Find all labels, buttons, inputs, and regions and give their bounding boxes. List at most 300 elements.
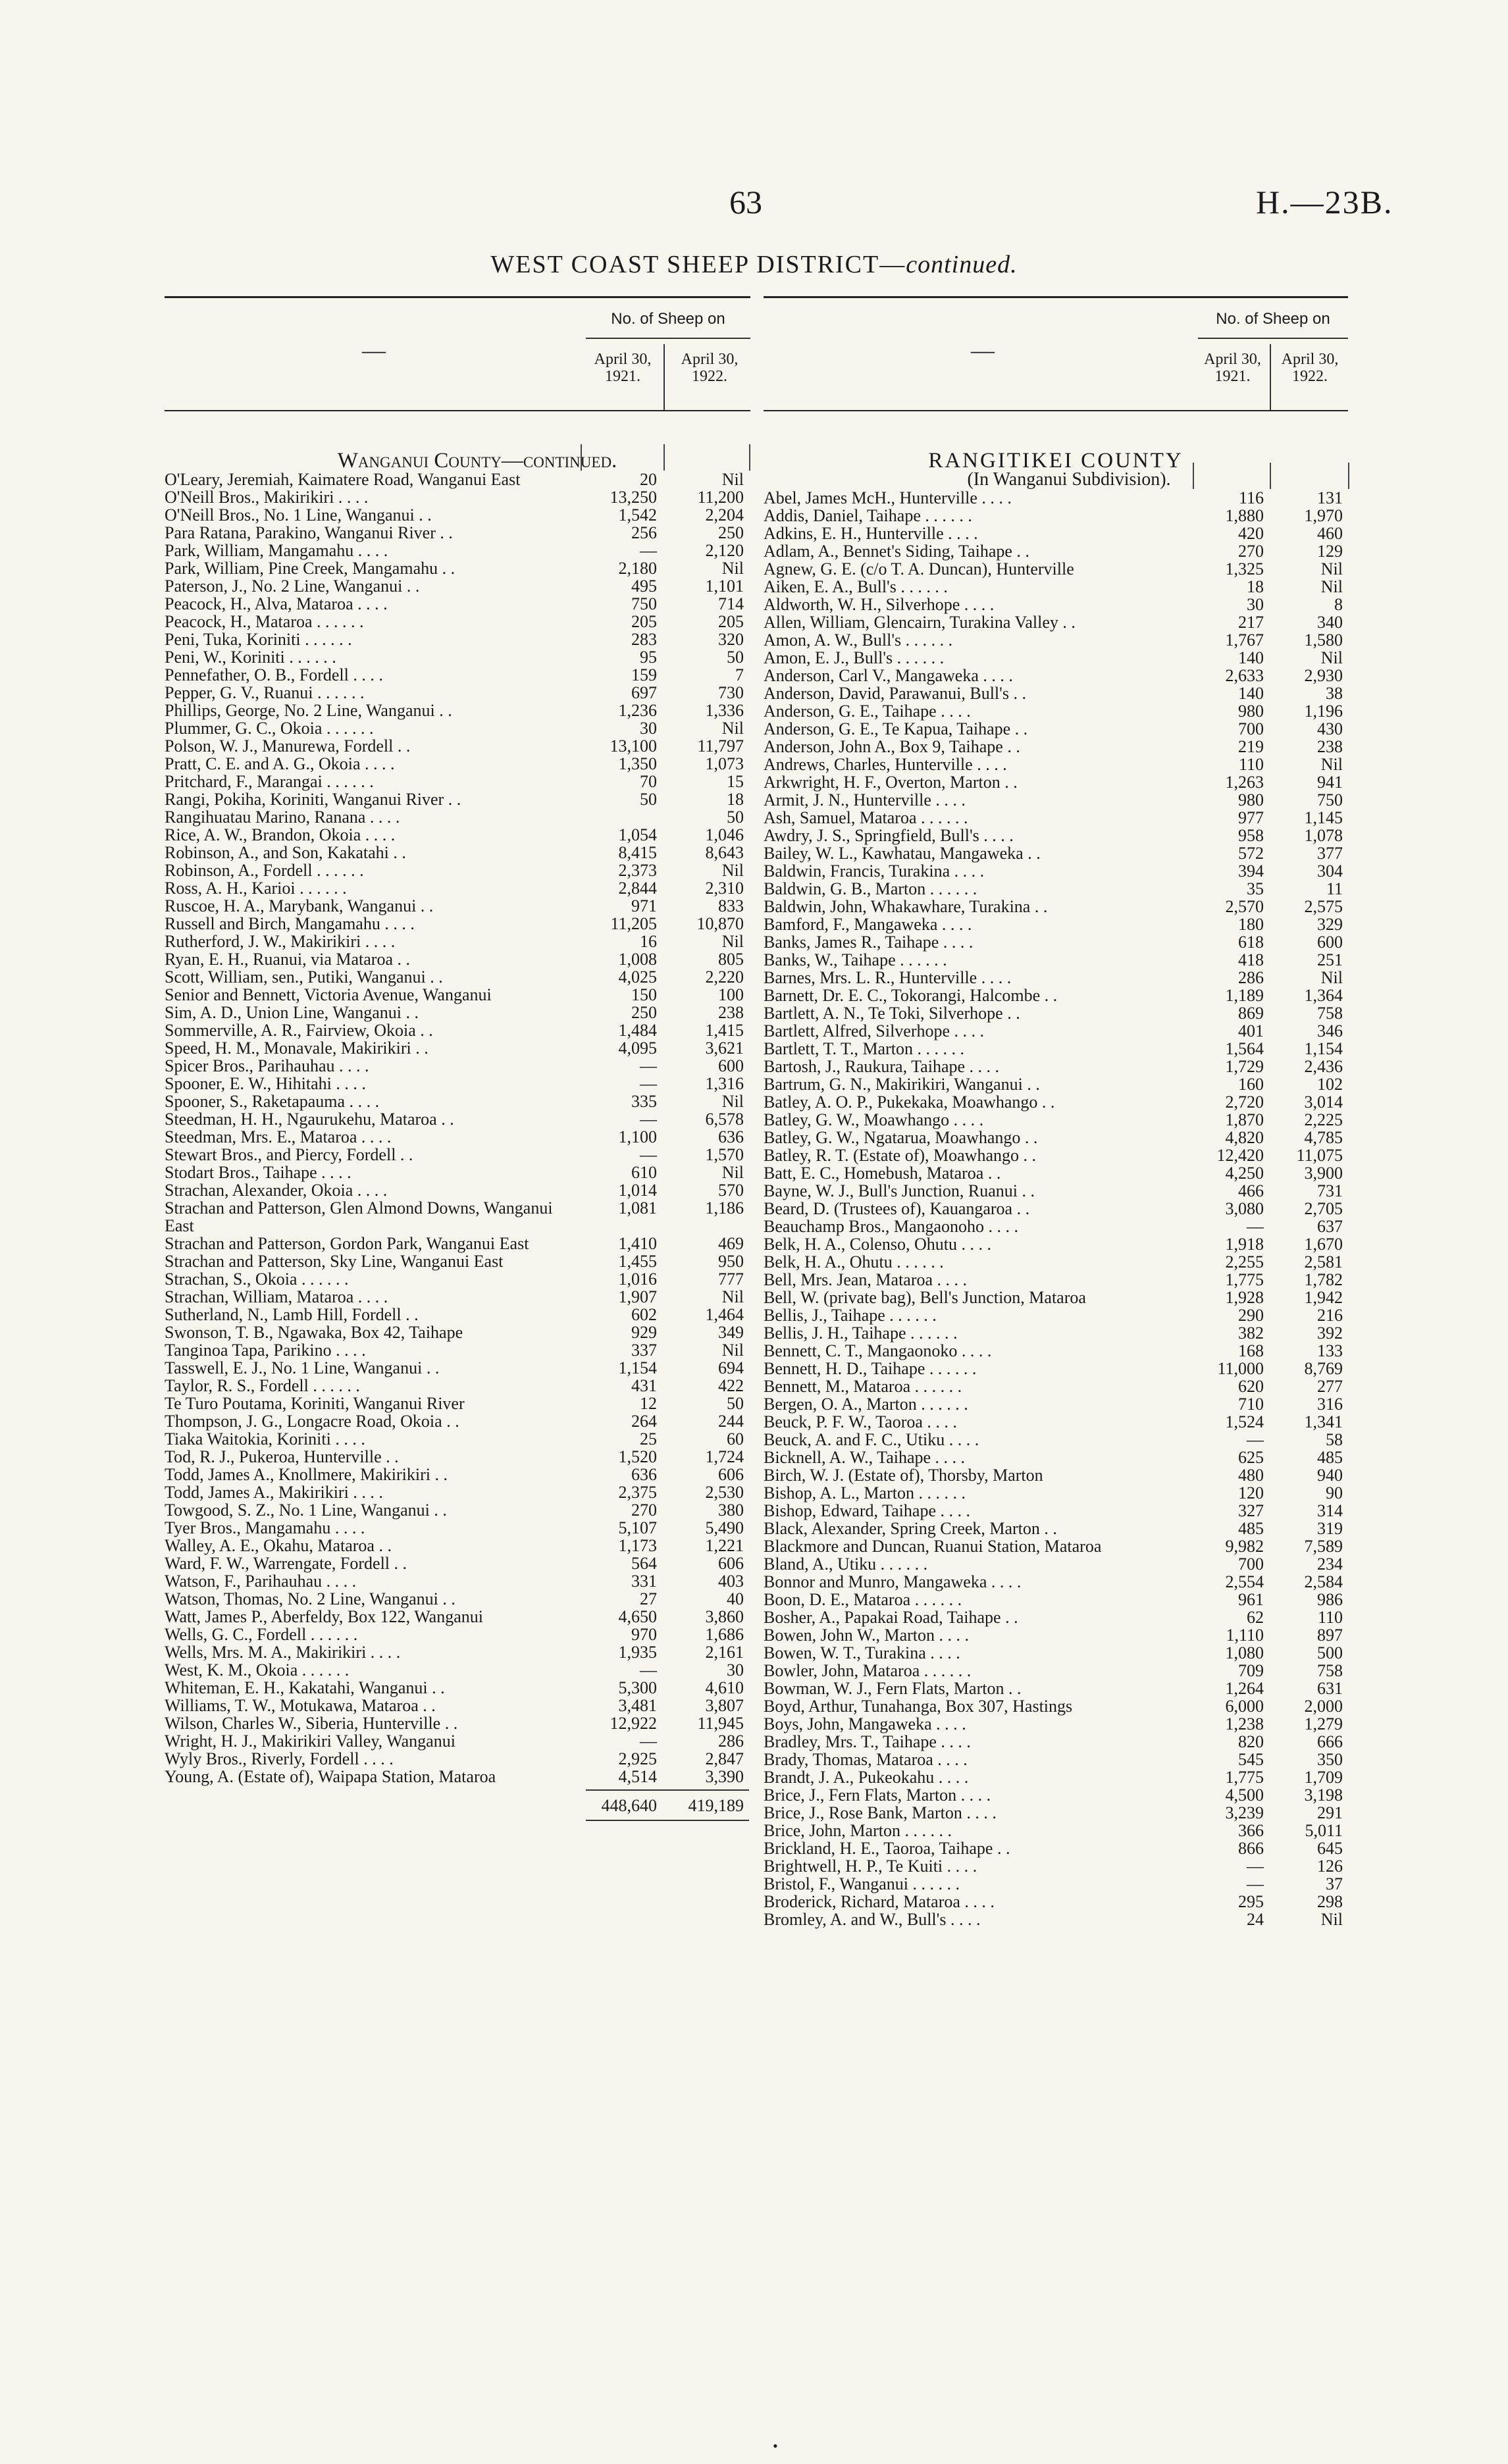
- count-1921: 1,520: [618, 1447, 657, 1466]
- count-1922: 50: [727, 1394, 744, 1413]
- count-1922: 2,310: [705, 879, 744, 898]
- entry-name: Todd, James A., Knollmere, Makirikiri . .: [165, 1465, 448, 1484]
- table-row: [764, 1715, 1348, 1733]
- count-1922: 485: [1317, 1448, 1343, 1467]
- count-1921: 1,775: [1225, 1270, 1264, 1289]
- entry-name: Ross, A. H., Karioi . . . . . .: [165, 879, 347, 898]
- count-1922: 3,621: [705, 1039, 744, 1058]
- table-row: [764, 1129, 1348, 1146]
- entry-name: Pepper, G. V., Ruanui . . . . . .: [165, 683, 365, 702]
- count-1921: 1,775: [1225, 1768, 1264, 1787]
- count-1921: 1,236: [618, 701, 657, 720]
- count-1921: 636: [631, 1465, 657, 1484]
- count-1922: 205: [718, 612, 744, 631]
- count-1921: 2,633: [1225, 666, 1264, 685]
- table-row: [165, 1714, 750, 1732]
- count-1922: 11,200: [697, 488, 744, 507]
- count-1921: 1,484: [618, 1021, 657, 1040]
- table-row: [764, 1555, 1348, 1573]
- entry-name: Watson, F., Parihauhau . . . .: [165, 1572, 357, 1591]
- count-1922: 631: [1317, 1679, 1343, 1698]
- table-row: [165, 968, 750, 986]
- table-row: [764, 1218, 1348, 1235]
- table-row: [165, 719, 750, 737]
- entry-name: O'Leary, Jeremiah, Kaimatere Road, Wanganui East: [165, 470, 521, 489]
- count-1922: Nil: [721, 1287, 744, 1306]
- entry-name: Allen, William, Glencairn, Turakina Valley . .: [764, 613, 1076, 632]
- entry-name: Strachan, William, Mataroa . . . .: [165, 1287, 388, 1306]
- table-row: [764, 1591, 1348, 1608]
- count-1922: 316: [1317, 1395, 1343, 1414]
- column-rule: [581, 444, 582, 471]
- table-row: [165, 1572, 750, 1590]
- count-1922: 1,670: [1304, 1235, 1343, 1254]
- count-1922: 1,580: [1304, 630, 1343, 650]
- table-row: [165, 1288, 750, 1306]
- count-1921: 961: [1238, 1590, 1264, 1609]
- count-1921: 394: [1238, 861, 1264, 881]
- table-row: [764, 1271, 1348, 1289]
- count-1922: 291: [1317, 1803, 1343, 1822]
- count-1922: 286: [718, 1732, 744, 1751]
- entry-name: Adlam, A., Bennet's Siding, Taihape . .: [764, 542, 1029, 561]
- entry-name: Broderick, Richard, Mataroa . . . .: [764, 1892, 995, 1911]
- entry-name: Pennefather, O. B., Fordell . . . .: [165, 665, 383, 684]
- entry-name: O'Neill Bros., No. 1 Line, Wanganui . .: [165, 505, 432, 525]
- table-row: [764, 1484, 1348, 1502]
- count-1922: Nil: [721, 861, 744, 880]
- total-1921: 448,640: [601, 1796, 657, 1815]
- table-row: [165, 542, 750, 559]
- total-1922: 419,189: [688, 1796, 744, 1815]
- table-row: [165, 933, 750, 950]
- entry-name: Ash, Samuel, Mataroa . . . . . .: [764, 808, 968, 827]
- count-1921: 1,264: [1225, 1679, 1264, 1698]
- count-1921: 331: [631, 1572, 657, 1591]
- count-1922: 600: [718, 1056, 744, 1075]
- entry-name: Todd, James A., Makirikiri . . . .: [165, 1483, 383, 1502]
- entry-name: Bradley, Mrs. T., Taihape . . . .: [764, 1732, 971, 1751]
- count-1921: 929: [631, 1323, 657, 1342]
- entry-name: Birch, W. J. (Estate of), Thorsby, Marton: [764, 1466, 1043, 1485]
- table-row: [764, 773, 1348, 791]
- count-1922: 238: [1317, 737, 1343, 756]
- count-1922: 392: [1317, 1323, 1343, 1343]
- count-1921: 572: [1238, 844, 1264, 863]
- count-1921: 290: [1238, 1306, 1264, 1325]
- table-row: [165, 1199, 750, 1235]
- count-1922: 833: [718, 896, 744, 915]
- table-row: [764, 1751, 1348, 1768]
- count-1922: 1,464: [705, 1305, 744, 1324]
- table-row: [165, 471, 750, 488]
- count-1922: 666: [1317, 1732, 1343, 1751]
- count-1922: 1,046: [705, 825, 744, 844]
- count-1922: Nil: [1320, 559, 1343, 578]
- entry-name: Strachan, Alexander, Okoia . . . .: [165, 1181, 388, 1200]
- count-1922: 216: [1317, 1306, 1343, 1325]
- entry-name: Bartosh, J., Raukura, Taihape . . . .: [764, 1057, 1000, 1076]
- count-1921: 283: [631, 630, 657, 649]
- entry-name: Wyly Bros., Riverly, Fordell . . . .: [165, 1749, 394, 1768]
- entry-name: Tanginoa Tapa, Parikino . . . .: [165, 1341, 366, 1360]
- count-1921: 618: [1238, 933, 1264, 952]
- entry-name: Banks, W., Taihape . . . . . .: [764, 950, 947, 969]
- count-1921: 256: [631, 523, 657, 542]
- count-1921: 2,554: [1225, 1572, 1264, 1591]
- count-1921: 970: [631, 1625, 657, 1644]
- count-1921: 710: [1238, 1395, 1264, 1414]
- count-1922: 37: [1326, 1874, 1343, 1893]
- count-1922: 758: [1317, 1004, 1343, 1023]
- table-row: [165, 755, 750, 773]
- count-1921: —: [640, 1110, 657, 1129]
- count-1921: 250: [631, 1003, 657, 1022]
- entry-name: Strachan and Patterson, Gordon Park, Wanganui East: [165, 1234, 529, 1253]
- count-1921: 1,455: [618, 1252, 657, 1271]
- count-1922: Nil: [721, 1163, 744, 1182]
- count-1922: 377: [1317, 844, 1343, 863]
- count-1922: 1,145: [1304, 808, 1343, 827]
- title-main: WEST COAST SHEEP DISTRICT—: [490, 251, 906, 278]
- subsection-heading: (In Wanganui Subdivision).: [967, 469, 1171, 490]
- table-row: [764, 1164, 1348, 1182]
- table-row: [764, 596, 1348, 613]
- count-1921: 2,570: [1225, 897, 1264, 916]
- table-row: [764, 791, 1348, 809]
- count-1921: 545: [1238, 1750, 1264, 1769]
- entry-name: Walley, A. E., Okahu, Mataroa . .: [165, 1536, 392, 1555]
- count-1921: 700: [1238, 1554, 1264, 1574]
- count-1922: 90: [1326, 1483, 1343, 1502]
- count-1921: 1,907: [618, 1287, 657, 1306]
- count-1921: 418: [1238, 950, 1264, 969]
- count-1922: 3,390: [705, 1767, 744, 1786]
- count-1922: 8,643: [705, 843, 744, 862]
- entry-name: Anderson, David, Parawanui, Bull's . .: [764, 684, 1026, 703]
- entry-name: Baldwin, Francis, Turakina . . . .: [764, 861, 985, 881]
- table-row: [165, 1306, 750, 1323]
- table-row: [764, 1680, 1348, 1697]
- count-1922: 2,120: [705, 541, 744, 560]
- table-row: [764, 1466, 1348, 1484]
- table-row: [165, 1377, 750, 1395]
- table-row: [764, 1360, 1348, 1377]
- entry-name: Baldwin, John, Whakawhare, Turakina . .: [764, 897, 1048, 916]
- entry-name: Phillips, George, No. 2 Line, Wanganui . .: [165, 701, 452, 720]
- table-row: [165, 1501, 750, 1519]
- count-1922: 314: [1317, 1501, 1343, 1520]
- count-1921: 13,250: [610, 488, 657, 507]
- count-1921: 1,928: [1225, 1288, 1264, 1307]
- table-row: [165, 1128, 750, 1146]
- count-1922: Nil: [721, 470, 744, 489]
- count-1922: 1,724: [705, 1447, 744, 1466]
- entry-name: Senior and Bennett, Victoria Avenue, Wanganui: [165, 985, 492, 1004]
- count-1922: 304: [1317, 861, 1343, 881]
- count-1921: 2,844: [618, 879, 657, 898]
- bottom-mark: •: [773, 2438, 778, 2454]
- entry-name: Thompson, J. G., Longacre Road, Okoia . .: [165, 1412, 459, 1431]
- entry-name: Barnett, Dr. E. C., Tokorangi, Halcombe . .: [764, 986, 1058, 1005]
- count-1921: 625: [1238, 1448, 1264, 1467]
- count-1921: 6,000: [1225, 1697, 1264, 1716]
- table-row: [165, 1004, 750, 1021]
- count-1921: 431: [631, 1376, 657, 1395]
- entry-name: Bennett, M., Mataroa . . . . . .: [764, 1377, 962, 1396]
- table-row: [764, 1431, 1348, 1449]
- entry-name: Wright, H. J., Makirikiri Valley, Wanganui: [165, 1732, 455, 1751]
- count-1921: 1,410: [618, 1234, 657, 1253]
- count-1922: 329: [1317, 915, 1343, 934]
- count-1922: 10,870: [696, 914, 744, 933]
- entry-name: Bristol, F., Wanganui . . . . . .: [764, 1874, 960, 1893]
- count-1922: 1,073: [705, 754, 744, 773]
- table-row: [165, 1075, 750, 1092]
- count-1921: 485: [1238, 1519, 1264, 1538]
- entry-name: Bromley, A. and W., Bull's . . . .: [764, 1910, 981, 1929]
- count-1922: 250: [718, 523, 744, 542]
- table-row: [764, 1626, 1348, 1644]
- entry-name: Paterson, J., No. 2 Line, Wanganui . .: [165, 577, 420, 596]
- count-1922: 2,000: [1304, 1697, 1343, 1716]
- count-1922: 606: [718, 1554, 744, 1573]
- count-1921: 3,239: [1225, 1803, 1264, 1822]
- count-1922: 2,530: [705, 1483, 744, 1502]
- count-1922: Nil: [721, 1092, 744, 1111]
- entry-name: Watson, Thomas, No. 2 Line, Wanganui . .: [165, 1589, 455, 1608]
- entry-name: West, K. M., Okoia . . . . . .: [165, 1660, 350, 1680]
- count-1921: 27: [640, 1589, 657, 1608]
- entry-name: Brandt, J. A., Pukeokahu . . . .: [764, 1768, 969, 1787]
- count-1922: Nil: [721, 1341, 744, 1360]
- count-1922: 2,847: [705, 1749, 744, 1768]
- entry-name: Batley, R. T. (Estate of), Moawhango . .: [764, 1146, 1036, 1165]
- count-1922: 1,196: [1304, 702, 1343, 721]
- count-1921: 1,263: [1225, 773, 1264, 792]
- count-1921: 18: [1247, 577, 1264, 596]
- count-1922: 460: [1317, 524, 1343, 543]
- table-row: [165, 897, 750, 915]
- entry-name: Polson, W. J., Manurewa, Fordell . .: [165, 736, 411, 756]
- count-1921: 3,481: [618, 1696, 657, 1715]
- entry-name: Anderson, G. E., Te Kapua, Taihape . .: [764, 719, 1028, 738]
- count-1921: 168: [1238, 1341, 1264, 1360]
- table-row: [764, 507, 1348, 525]
- count-1921: 2,373: [618, 861, 657, 880]
- table-row: [764, 1395, 1348, 1413]
- table-row: [165, 1341, 750, 1359]
- count-1921: 1,238: [1225, 1714, 1264, 1733]
- entry-name: Plummer, G. C., Okoia . . . . . .: [165, 719, 374, 738]
- count-1922: 18: [727, 790, 744, 809]
- table-row: [165, 559, 750, 577]
- table-row: [764, 1822, 1348, 1839]
- count-1922: 320: [718, 630, 744, 649]
- table-row: [764, 1608, 1348, 1626]
- table-row: [764, 1733, 1348, 1751]
- entry-name: Tod, R. J., Pukeroa, Hunterville . .: [165, 1447, 399, 1466]
- entry-name: Batley, G. W., Moawhango . . . .: [764, 1110, 984, 1129]
- count-1922: 805: [718, 950, 744, 969]
- count-1922: 350: [1317, 1750, 1343, 1769]
- entry-name: O'Neill Bros., Makirikiri . . . .: [165, 488, 369, 507]
- table-row: [764, 1857, 1348, 1875]
- count-1921: 602: [631, 1305, 657, 1324]
- table-row: [764, 1289, 1348, 1306]
- entry-name: Peacock, H., Mataroa . . . . . .: [165, 612, 364, 631]
- entry-name: Aldworth, W. H., Silverhope . . . .: [764, 595, 995, 614]
- table-row: [764, 1573, 1348, 1591]
- total-rule-bottom: [586, 1820, 749, 1821]
- entry-name: Rutherford, J. W., Makirikiri . . . .: [165, 932, 396, 951]
- count-1921: 610: [631, 1163, 657, 1182]
- table-row: [764, 969, 1348, 987]
- entry-name: Spicer Bros., Parihauhau . . . .: [165, 1056, 369, 1075]
- count-1922: 1,336: [705, 701, 744, 720]
- table-row: [764, 1146, 1348, 1164]
- count-1921: 217: [1238, 613, 1264, 632]
- count-1922: 1,686: [705, 1625, 744, 1644]
- table-row: [165, 684, 750, 702]
- header-divider: [1270, 344, 1271, 410]
- entry-name: Amon, A. W., Bull's . . . . . .: [764, 630, 953, 650]
- entry-name: Bartrum, G. N., Makirikiri, Wanganui . .: [764, 1075, 1040, 1094]
- table-row: [165, 737, 750, 755]
- table-row: [165, 1092, 750, 1110]
- count-1921: 219: [1238, 737, 1264, 756]
- total-rule-top: [586, 1789, 749, 1791]
- table-row: [165, 1181, 750, 1199]
- column-rule: [663, 444, 665, 471]
- count-1921: 2,180: [618, 559, 657, 578]
- count-1922: Nil: [721, 719, 744, 738]
- count-1921: —: [1247, 1430, 1264, 1449]
- entry-name: Towgood, S. Z., No. 1 Line, Wanganui . .: [165, 1501, 447, 1520]
- count-1921: 866: [1238, 1839, 1264, 1858]
- count-1921: 2,375: [618, 1483, 657, 1502]
- page-title: [0, 250, 1508, 279]
- count-1922: 403: [718, 1572, 744, 1591]
- entry-name: Bamford, F., Mangaweka . . . .: [764, 915, 972, 934]
- entry-name: Tasswell, E. J., No. 1 Line, Wanganui . .: [165, 1358, 440, 1377]
- count-1921: 1,054: [618, 825, 657, 844]
- table-row: [764, 1804, 1348, 1822]
- count-1921: —: [640, 1660, 657, 1680]
- table-row: [165, 844, 750, 861]
- count-1922: 2,204: [705, 505, 744, 525]
- count-1921: 35: [1247, 879, 1264, 898]
- table-row: [165, 1466, 750, 1483]
- table-row: [764, 933, 1348, 951]
- table-row: [165, 1732, 750, 1750]
- table-row: [165, 577, 750, 595]
- page-number: 63: [729, 184, 762, 220]
- table-row: [165, 861, 750, 879]
- count-1922: 131: [1317, 488, 1343, 507]
- table-row: [165, 595, 750, 613]
- count-1921: 1,081: [618, 1198, 657, 1218]
- document-code: H.—23B.: [1256, 184, 1393, 220]
- table-row: [165, 1395, 750, 1412]
- count-1921: 1,524: [1225, 1412, 1264, 1431]
- entry-name: Ward, F. W., Warrengate, Fordell . .: [165, 1554, 407, 1573]
- count-1922: 244: [718, 1412, 744, 1431]
- count-1922: 1,186: [705, 1198, 744, 1218]
- entry-name: Robinson, A., Fordell . . . . . .: [165, 861, 364, 880]
- entry-name: Pritchard, F., Marangai . . . . . .: [165, 772, 374, 791]
- count-1922: 637: [1317, 1217, 1343, 1236]
- count-1921: 1,350: [618, 754, 657, 773]
- count-1921: 420: [1238, 524, 1264, 543]
- count-1921: 697: [631, 683, 657, 702]
- count-1921: 366: [1238, 1821, 1264, 1840]
- table-row: [165, 1430, 750, 1448]
- table-row: [165, 879, 750, 897]
- count-1922: 636: [718, 1127, 744, 1146]
- count-1922: 422: [718, 1376, 744, 1395]
- count-1922: 2,436: [1304, 1057, 1343, 1076]
- entry-name: Brady, Thomas, Mataroa . . . .: [764, 1750, 968, 1769]
- count-1922: 340: [1317, 613, 1343, 632]
- count-1922: 430: [1317, 719, 1343, 738]
- count-1921: 495: [631, 577, 657, 596]
- entry-name: Sim, A. D., Union Line, Wanganui . .: [165, 1003, 419, 1022]
- entry-name: Bell, Mrs. Jean, Mataroa . . . .: [764, 1270, 968, 1289]
- count-1921: 205: [631, 612, 657, 631]
- column-rule: [1270, 463, 1271, 489]
- count-1921: 980: [1238, 702, 1264, 721]
- count-1922: 8,769: [1304, 1359, 1343, 1378]
- section-heading: RANGITIKEI COUNTY: [928, 449, 1183, 473]
- count-1921: 264: [631, 1412, 657, 1431]
- count-1922: 2,581: [1304, 1252, 1343, 1271]
- count-1922: 126: [1317, 1857, 1343, 1876]
- table-row: [165, 1643, 750, 1661]
- entry-name: Adkins, E. H., Hunterville . . . .: [764, 524, 978, 543]
- count-1922: 11,945: [697, 1714, 744, 1733]
- count-1921: 5,300: [618, 1678, 657, 1697]
- count-1922: 50: [727, 648, 744, 667]
- entry-name: Bellis, J. H., Taihape . . . . . .: [764, 1323, 958, 1343]
- entry-name: Rangihuatau Marino, Ranana . . . .: [165, 808, 400, 827]
- table-row: [165, 790, 750, 808]
- count-1921: 2,255: [1225, 1252, 1264, 1271]
- entry-name: Bowman, W. J., Fern Flats, Marton . .: [764, 1679, 1022, 1698]
- entry-name: Beuck, P. F. W., Taoroa . . . .: [764, 1412, 957, 1431]
- count-1921: —: [1247, 1857, 1264, 1876]
- table-row: [165, 1679, 750, 1697]
- entry-name: Boys, John, Mangaweka . . . .: [764, 1714, 966, 1733]
- count-1922: 60: [727, 1429, 744, 1449]
- count-1921: 11,205: [610, 914, 657, 933]
- table-row: [764, 631, 1348, 649]
- entry-name: Brice, J., Fern Flats, Marton . . . .: [764, 1785, 991, 1805]
- entry-name: Ryan, E. H., Ruanui, via Mataroa . .: [165, 950, 410, 969]
- entry-name: Te Turo Poutama, Koriniti, Wanganui River: [165, 1394, 465, 1413]
- count-1922: 2,225: [1304, 1110, 1343, 1129]
- count-1921: 180: [1238, 915, 1264, 934]
- entry-name: Addis, Daniel, Taihape . . . . . .: [764, 506, 972, 525]
- table-row: [165, 1323, 750, 1341]
- count-1922: 2,584: [1304, 1572, 1343, 1591]
- count-1922: 11,075: [1296, 1146, 1343, 1165]
- table-row: [764, 1875, 1348, 1893]
- table-row: [764, 1911, 1348, 1928]
- entry-name: Bowler, John, Mataroa . . . . . .: [764, 1661, 972, 1680]
- table-row: [165, 613, 750, 630]
- entry-name: Bartlett, Alfred, Silverhope . . . .: [764, 1021, 985, 1040]
